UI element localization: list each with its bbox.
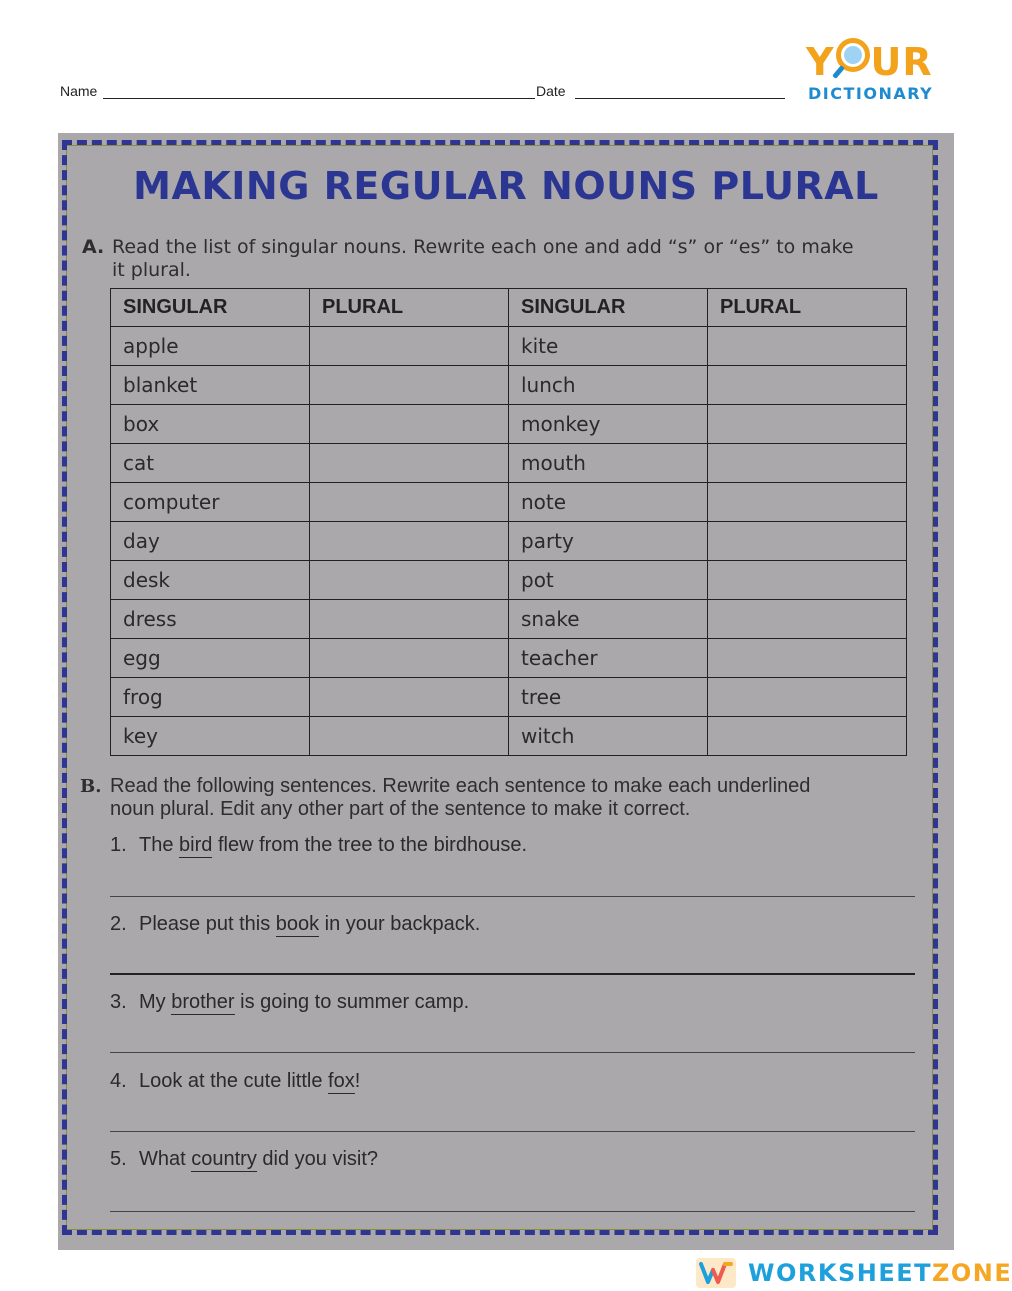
plural-answer-cell[interactable] — [708, 366, 907, 405]
singular-cell: computer — [111, 483, 310, 522]
singular-cell: egg — [111, 639, 310, 678]
singular-cell: cat — [111, 444, 310, 483]
worksheetzone-w-icon — [696, 1258, 736, 1288]
section-b-line-1: Read the following sentences. Rewrite each sentence to make each underlined — [110, 775, 811, 797]
underlined-noun: book — [275, 913, 320, 935]
singular-cell: dress — [111, 600, 310, 639]
name-label: Name — [60, 83, 98, 99]
table-row — [111, 639, 907, 678]
table-row — [111, 717, 907, 756]
table-row — [111, 327, 907, 366]
singular-cell: frog — [111, 678, 310, 717]
plural-answer-cell[interactable] — [708, 327, 907, 366]
table-row — [111, 678, 907, 717]
answer-line-4[interactable] — [110, 1131, 915, 1132]
section-a-line-2: it plural. — [112, 259, 191, 281]
table-row — [111, 483, 907, 522]
singular-cell: day — [111, 522, 310, 561]
plural-answer-cell[interactable] — [708, 717, 907, 756]
singular-cell: snake — [509, 600, 708, 639]
singular-cell: party — [509, 522, 708, 561]
logo-subtitle: DICTIONARY — [808, 84, 934, 103]
answer-line-3[interactable] — [110, 1052, 915, 1053]
plural-answer-cell[interactable] — [310, 600, 509, 639]
section-b-instructions — [80, 775, 910, 821]
magnifier-icon — [836, 38, 870, 72]
singular-cell: teacher — [509, 639, 708, 678]
sentence-3: 3. My brother is going to summer camp. — [110, 991, 470, 1013]
plural-answer-cell[interactable] — [310, 327, 509, 366]
table-row — [111, 522, 907, 561]
sentence-2: 2. Please put this book in your backpack. — [110, 913, 481, 935]
answer-line-1[interactable] — [110, 896, 915, 897]
plural-answer-cell[interactable] — [708, 678, 907, 717]
plural-answer-cell[interactable] — [310, 678, 509, 717]
nouns-table — [110, 288, 907, 756]
name-field[interactable] — [103, 98, 535, 99]
table-header-row — [111, 289, 907, 327]
plural-answer-cell[interactable] — [708, 444, 907, 483]
singular-cell: box — [111, 405, 310, 444]
date-label: Date — [536, 83, 566, 99]
header-plural-2: PLURAL — [708, 289, 907, 327]
singular-cell: apple — [111, 327, 310, 366]
answer-line-5[interactable] — [110, 1211, 915, 1212]
sentence-5: 5. What country did you visit? — [110, 1148, 379, 1170]
singular-cell: kite — [509, 327, 708, 366]
singular-cell: mouth — [509, 444, 708, 483]
logo-wordmark: Y UR — [806, 40, 933, 84]
plural-answer-cell[interactable] — [708, 483, 907, 522]
plural-answer-cell[interactable] — [310, 444, 509, 483]
header-singular-1: SINGULAR — [111, 289, 310, 327]
yourdictionary-logo[interactable] — [806, 38, 946, 108]
table-row — [111, 444, 907, 483]
plural-answer-cell[interactable] — [310, 639, 509, 678]
singular-cell: blanket — [111, 366, 310, 405]
section-a-instructions — [82, 236, 912, 282]
plural-answer-cell[interactable] — [310, 366, 509, 405]
singular-cell: witch — [509, 717, 708, 756]
underlined-noun: fox — [328, 1070, 355, 1092]
underlined-noun: bird — [179, 834, 213, 856]
date-field[interactable] — [575, 98, 785, 99]
singular-cell: monkey — [509, 405, 708, 444]
plural-answer-cell[interactable] — [708, 600, 907, 639]
underlined-noun: country — [191, 1148, 257, 1170]
plural-answer-cell[interactable] — [708, 639, 907, 678]
plural-answer-cell[interactable] — [310, 522, 509, 561]
singular-cell: pot — [509, 561, 708, 600]
section-b-line-2: noun plural. Edit any other part of the sentence to make it correct. — [110, 798, 691, 820]
section-a-line-1: Read the list of singular nouns. Rewrite each one and add “s” or “es” to make — [112, 236, 854, 258]
table-row — [111, 366, 907, 405]
table-row — [111, 405, 907, 444]
plural-answer-cell[interactable] — [310, 405, 509, 444]
table-row — [111, 561, 907, 600]
underlined-noun: brother — [171, 991, 235, 1013]
singular-cell: note — [509, 483, 708, 522]
plural-answer-cell[interactable] — [708, 561, 907, 600]
singular-cell: lunch — [509, 366, 708, 405]
header-plural-1: PLURAL — [310, 289, 509, 327]
section-a-letter: A. — [82, 236, 105, 258]
plural-answer-cell[interactable] — [708, 405, 907, 444]
singular-cell: key — [111, 717, 310, 756]
section-b-letter: B. — [80, 776, 102, 797]
singular-cell: tree — [509, 678, 708, 717]
worksheet-title: MAKING REGULAR NOUNS PLURAL — [133, 164, 879, 208]
worksheetzone-wordmark: WORKSHEETZONE — [748, 1259, 1012, 1287]
sentence-4: 4. Look at the cute little fox! — [110, 1070, 361, 1092]
sentence-1: 1. The bird flew from the tree to the birdhouse. — [110, 834, 527, 856]
plural-answer-cell[interactable] — [310, 717, 509, 756]
table-row — [111, 600, 907, 639]
answer-line-2[interactable] — [110, 973, 915, 975]
singular-cell: desk — [111, 561, 310, 600]
plural-answer-cell[interactable] — [310, 561, 509, 600]
plural-answer-cell[interactable] — [310, 483, 509, 522]
plural-answer-cell[interactable] — [708, 522, 907, 561]
header-singular-2: SINGULAR — [509, 289, 708, 327]
